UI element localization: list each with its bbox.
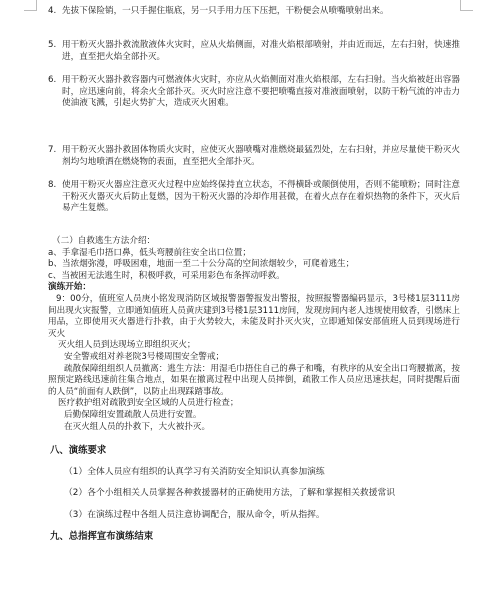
drill-line: 灭火组人员到达现场立即组织灭火；	[58, 340, 196, 351]
self-rescue-heading: （二）自救逃生方法介绍：	[52, 236, 156, 246]
item-number: 5.	[48, 40, 57, 50]
drill-start-label: 演练开始：	[48, 282, 91, 293]
item-text: 用干粉灭火器扑救容器内可燃液体火灾时，亦应从火焰侧面对准火焰根部，左右扫射。当火焰被赶出容器时，应迅速向前，将余火全部扑灭。灭火时应注意不要把喷嘴直接对准液面喷射，以防干粉气流的冲击力使油液飞溅，引起火势扩大，造成灭火困难。	[62, 75, 460, 109]
self-rescue-item: b、当浓烟弥漫，呼吸困难，地面一至二十公分高的空间浓烟较少，可爬着逃生；	[48, 259, 355, 270]
numbered-item	[48, 40, 460, 75]
drill-line: 安全警戒组对养老院3号楼周围安全警戒；	[64, 351, 225, 362]
item-text: 用干粉灭火器扑救固体物质火灾时，应使灭火器喷嘴对准燃烧最猛烈处，左右扫射，并应尽量使干粉灭火剂均匀地喷洒在燃烧物的表面，直至把火全部扑灭。	[62, 145, 460, 167]
crop-mark-top-right	[460, 0, 473, 11]
drill-paragraph: 9：00分，值班室人员庚小铭发现消防区域报警器警报发出警报，按照报警器编码显示，3号楼1层3111房间出现火灾报警，立即通知值班人员黄庆建到3号楼1层3111房间，发现房间内老人违规使用蚊香，引燃床上用品，立即使用灭火器进行扑救，由于火势较大，未能及时扑灭火灾，立即通知保安部值班人员到现场进行灭火	[48, 293, 460, 339]
drill-line: 医疗救护组对疏散到安全区域的人员进行检查；	[58, 398, 239, 409]
item-number: 6.	[48, 75, 57, 85]
drill-line: 后勤保障组安置疏散人员进行安置。	[64, 409, 202, 420]
numbered-item	[48, 180, 460, 226]
requirement-line: （1）全体人员应有组织的认真学习有关消防安全知识认真参加演练	[64, 466, 325, 477]
item-number: 8.	[48, 180, 57, 190]
item-text: 使用干粉灭火器应注意灭火过程中应始终保持直立状态，不得横卧或颠倒使用，否则不能喷粉；同时注意干粉灭火器灭火后防止复燃，因为干粉灭火器的冷却作用甚微，在着火点存在着炽热物的条件下，灭火后易产生复燃。	[62, 180, 460, 214]
self-rescue-item: a、手拿湿毛巾捂口鼻，低头弯腰前往安全出口位置；	[48, 247, 251, 258]
document-body	[48, 6, 460, 543]
section-title: 九、总指挥宣布演练结束	[50, 531, 154, 543]
numbered-item	[48, 145, 460, 180]
numbered-item	[48, 6, 460, 40]
requirement-line: （3）在演练过程中各组人员注意协调配合，服从命令，听从指挥。	[64, 509, 325, 520]
item-text: 先拔下保险销，一只手握住瓶底，另一只手用力压下压把，干粉便会从喷嘴喷射出来。	[62, 6, 389, 16]
section-title: 八、演练要求	[50, 445, 107, 457]
self-rescue-item: c、当被困无法逃生时，积极呼救，可采用彩色布条挥动呼救。	[48, 270, 285, 281]
item-number: 4.	[48, 6, 57, 16]
requirement-line: （2）各个小组相关人员掌握各种救援器材的正确使用方法，了解和掌握相关救援常识	[64, 488, 396, 499]
numbered-item	[48, 75, 460, 145]
item-text: 用干粉灭火器扑救流散液体火灾时，应从火焰侧面，对准火焰根部喷射，并由近而远，左右扫射，快速推进，直至把火焰全部扑灭。	[62, 40, 460, 62]
item-number: 7.	[48, 145, 57, 155]
drill-paragraph: 疏散保障组组织人员撤离：逃生方法：用湿毛巾捂住自己的鼻子和嘴，有秩序的从安全出口弯腰撤离，按照预定路线迅速前往集合地点，如果在撤离过程中出现人员摔倒，疏散工作人员应迅速扶起，同时提醒后面的人员“前面有人跌倒”，以防止出现踩踏事故。	[48, 363, 460, 397]
drill-line: 在灭火组人员的扑救下，大火被扑灭。	[64, 421, 211, 432]
crop-mark-top-left	[24, 0, 37, 11]
